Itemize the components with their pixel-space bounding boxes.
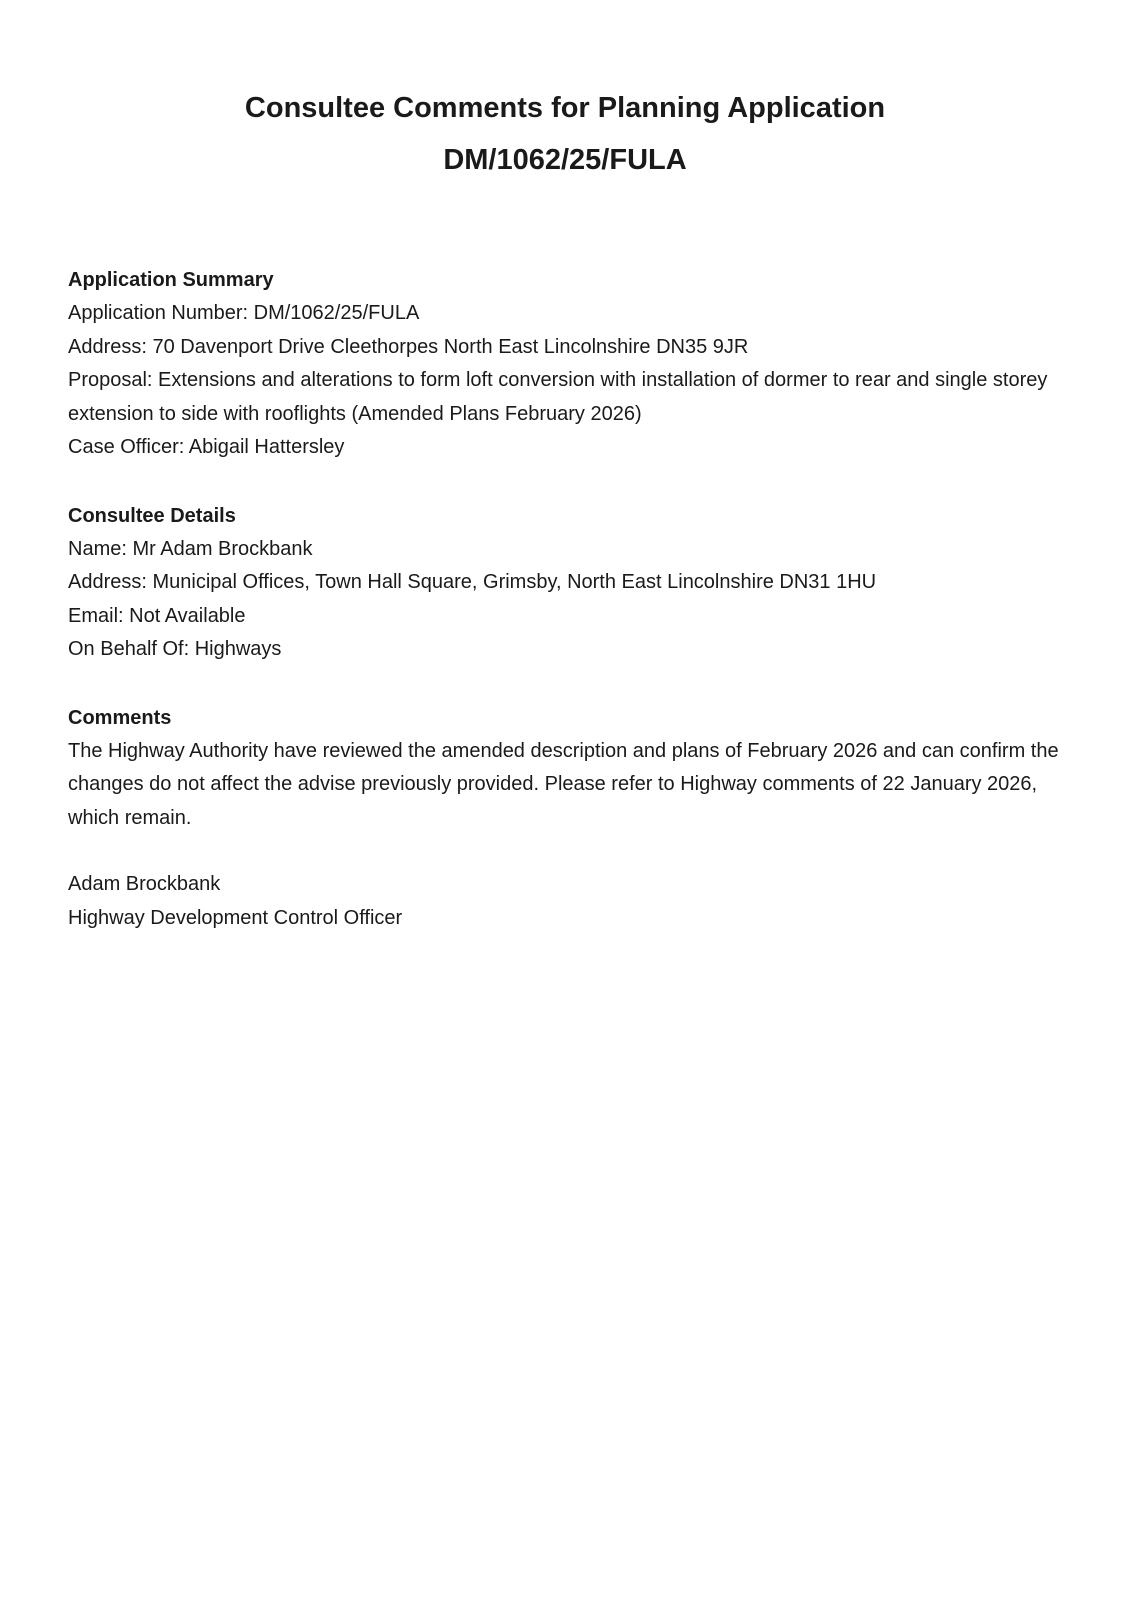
page-title-line2: DM/1062/25/FULA (443, 144, 687, 176)
signature-name: Adam Brockbank (68, 873, 221, 895)
signature-title: Highway Development Control Officer (68, 906, 403, 929)
comments-heading: Comments (68, 706, 172, 729)
application-summary-section (68, 264, 1062, 465)
comments-section (68, 702, 1062, 936)
application-proposal-line: Proposal: Extensions and alterations to form loft conversion with installation of dormer to rear and single storey extension to side with rooflights (Amended Plans February 2026) (68, 369, 1048, 425)
case-officer-line: Case Officer: Abigail Hattersley (68, 436, 345, 458)
consultee-email-line: Email: Not Available (68, 604, 246, 627)
application-summary-heading: Application Summary (68, 269, 274, 291)
page-title (128, 82, 1002, 186)
comments-body: The Highway Authority have reviewed the amended description and plans of February 2026 and can confirm the changes do not affect the advise previously provided. Please refer to Highway comments of 22 January 2026, which remain. (68, 739, 1059, 829)
consultee-details-heading: Consultee Details (68, 504, 236, 527)
application-number-line: Application Number: DM/1062/25/FULA (68, 302, 420, 324)
consultee-address-line: Address: Municipal Offices, Town Hall Square, Grimsby, North East Lincolnshire DN31 1HU (68, 571, 877, 593)
consultee-name-line: Name: Mr Adam Brockbank (68, 537, 313, 560)
signature-block (68, 868, 1062, 935)
page-title-line1: Consultee Comments for Planning Application (244, 92, 886, 124)
consultee-on-behalf-of-line: On Behalf Of: Highways (68, 638, 282, 660)
consultee-details-section (68, 500, 1062, 667)
application-address-line: Address: 70 Davenport Drive Cleethorpes North East Lincolnshire DN35 9JR (68, 335, 749, 358)
